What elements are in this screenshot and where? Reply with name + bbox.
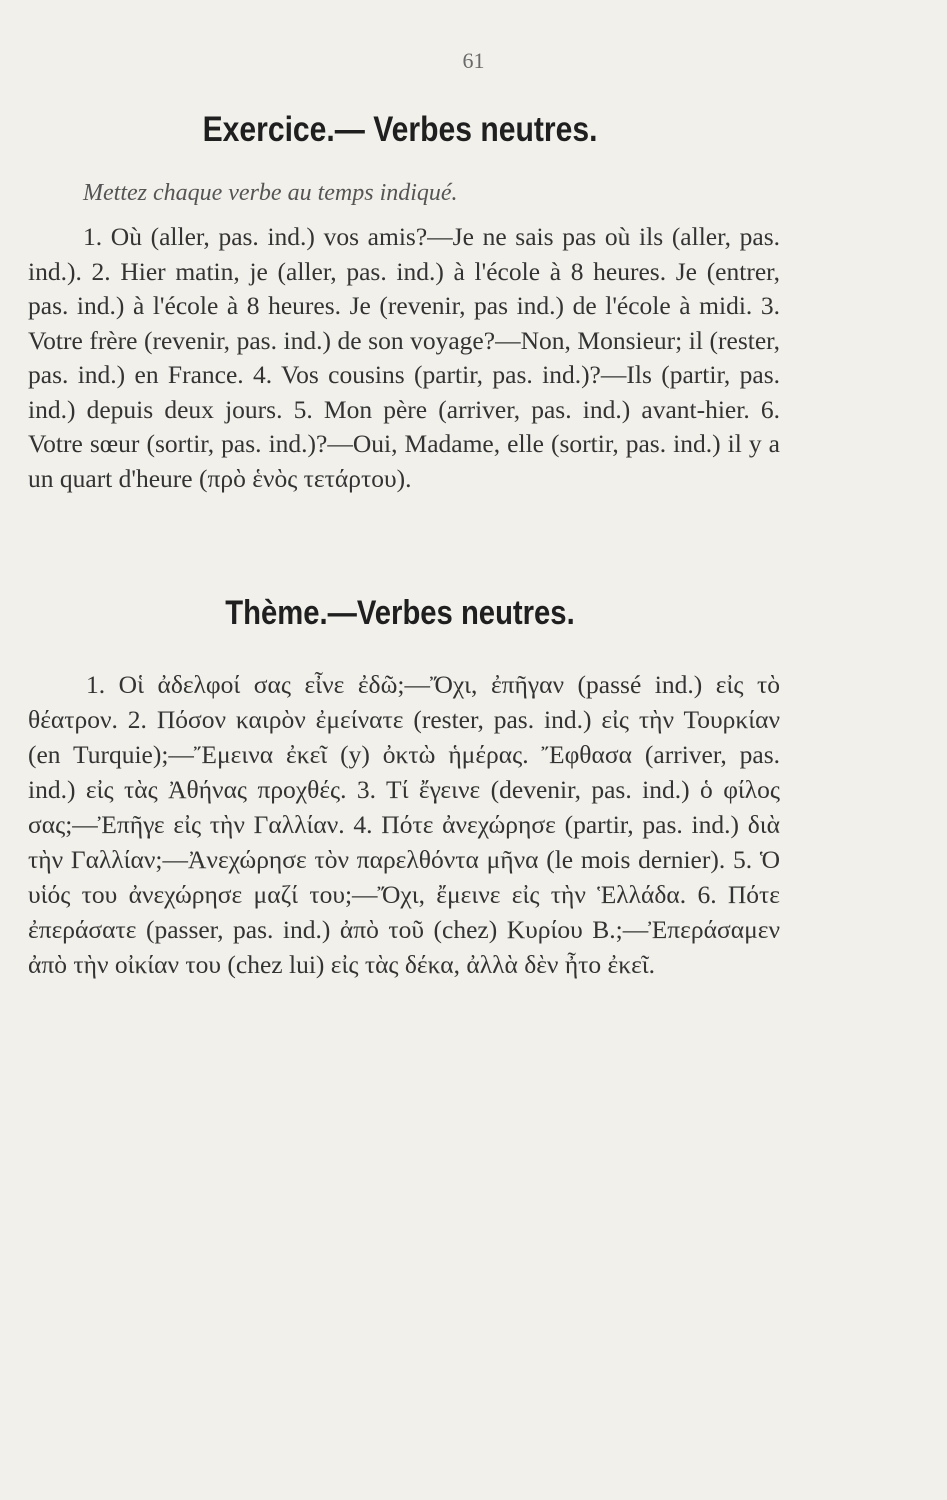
- exercise-instruction: Mettez chaque verbe au temps indiqué.: [83, 180, 458, 206]
- theme-text: 1. Οἱ ἀδελφοί σας εἶνε ἐδῶ;—Ὄχι, ἐπῆγαν (passé ind.) εἰς τὸ θέατρον. 2. Πόσον καιρὸν ἐμείνατε (rester, pas. ind.) εἰς τὴν Τουρκίαν (en Turquie);—Ἔμεινα ἐκεῖ (y) ὀκτὼ ἡμέρας. Ἔφθασα (arriver, pas. ind.) εἰς τὰς Ἀθήνας προχθές. 3. Τί ἔγεινε (devenir, pas. ind.) ὁ φίλος σας;—Ἐπῆγε εἰς τὴν Γαλλίαν. 4. Πότε ἀνεχώρησε (partir, pas. ind.) διὰ τὴν Γαλλίαν;—Ἀνεχώρησε τὸν παρελθόντα μῆνα (le mois dernier). 5. Ὁ υἱός του ἀνεχώρησε μαζί του;—Ὄχι, ἔμεινε εἰς τὴν Ἑλλάδα. 6. Πότε ἐπεράσατε (passer, pas. ind.) ἀπὸ τοῦ (chez) Κυρίου Β.;—Ἐπεράσαμεν ἀπὸ τὴν οἰκίαν του (chez lui) εἰς τὰς δέκα, ἀλλὰ δὲν ἦτο ἐκεῖ.: [28, 670, 780, 979]
- bleed-through-shadow: [0, 1040, 947, 1440]
- page-number: 61: [462, 48, 485, 73]
- exercise-title: Exercice.— Verbes neutres.: [202, 110, 598, 149]
- theme-title: Thème.—Verbes neutres.: [225, 594, 575, 632]
- exercise-text: 1. Où (aller, pas. ind.) vos amis?—Je ne sais pas où ils (aller, pas. ind.). 2. Hier matin, je (aller, pas. ind.) à l'école à 8 heures. Je (entrer, pas. ind.) à l'école à 8 heures. Je (revenir, pas ind.) de l'école à midi. 3. Votre frère (revenir, pas. ind.) de son voyage?—Non, Monsieur; il (rester, pas. ind.) en France. 4. Vos cousins (partir, pas. ind.)?—Ils (partir, pas. ind.) depuis deux jours. 5. Mon père (arriver, pas. ind.) avant-hier. 6. Votre sœur (sortir, pas. ind.)?—Oui, Madame, elle (sortir, pas. ind.) il y a un quart d'heure (πρὸ ἑνὸς τετάρτου).: [28, 222, 780, 493]
